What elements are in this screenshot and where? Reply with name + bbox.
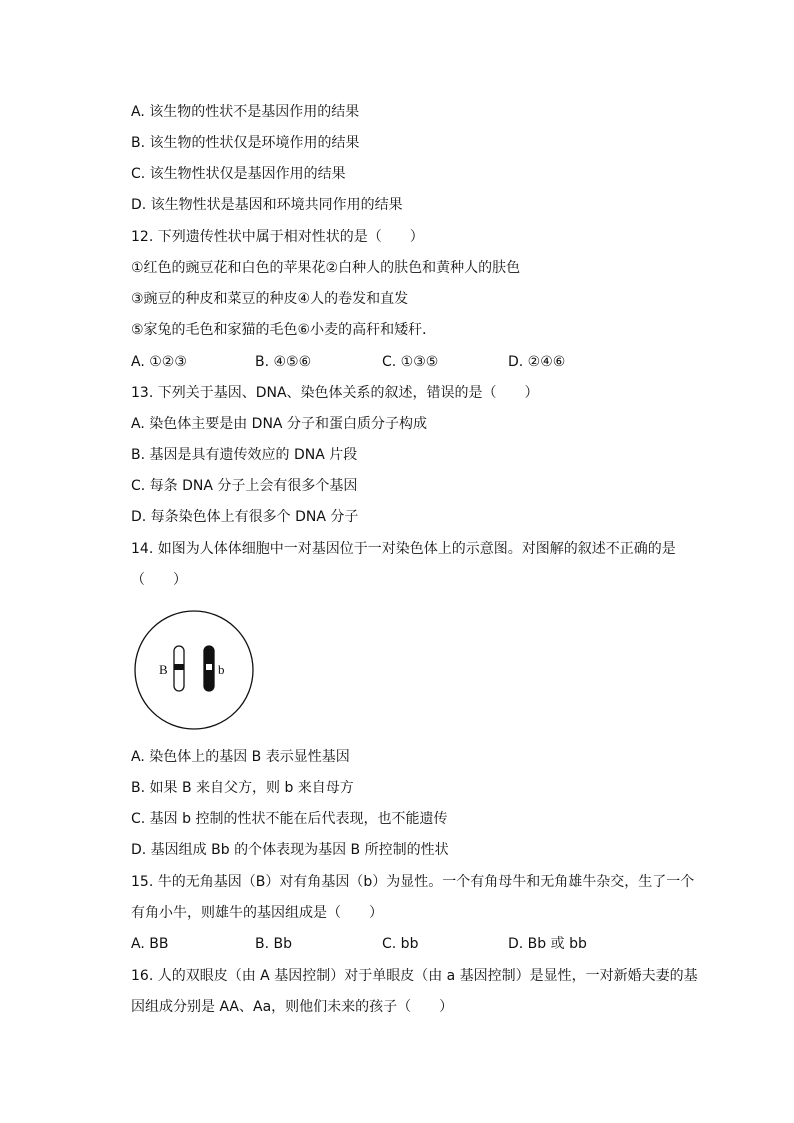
q15-choice-d: D. Bb 或 bb — [508, 936, 587, 952]
q14-option-a: A. 染色体上的基因 B 表示显性基因 — [131, 749, 350, 765]
q13-stem: 13. 下列关于基因、DNA、染色体关系的叙述，错误的是（ ） — [131, 385, 539, 401]
q14-option-d: D. 基因组成 Bb 的个体表现为基因 B 所控制的性状 — [131, 842, 449, 858]
gene-b-dominant-band — [174, 664, 184, 670]
q13-option-c: C. 每条 DNA 分子上会有很多个基因 — [131, 478, 358, 494]
q13-option-b: B. 基因是具有遗传效应的 DNA 片段 — [131, 447, 358, 463]
gene-b-recessive-band — [206, 664, 212, 670]
chromosome-figure — [130, 608, 260, 737]
q16-stem-line-2: 因组成分别是 AA、Aa，则他们未来的孩子（ ） — [131, 999, 454, 1015]
q11-option-c: C. 该生物性状仅是基因作用的结果 — [131, 166, 346, 182]
q12-choice-c: C. ①③⑤ — [382, 354, 439, 370]
q15-choice-b: B. Bb — [255, 936, 292, 952]
q14-stem-line-1: 14. 如图为人体体细胞中一对基因位于一对染色体上的示意图。对图解的叙述不正确的是 — [131, 541, 676, 557]
q15-choice-c: C. bb — [382, 936, 419, 952]
q15-stem-line-1: 15. 牛的无角基因（B）对有角基因（b）为显性。一个有角母牛和无角雄牛杂交，生了一个 — [131, 874, 695, 890]
q13-option-a: A. 染色体主要是由 DNA 分子和蛋白质分子构成 — [131, 416, 427, 432]
q13-option-d: D. 每条染色体上有很多个 DNA 分子 — [131, 509, 359, 525]
q14-option-c: C. 基因 b 控制的性状不能在后代表现，也不能遗传 — [131, 811, 448, 827]
gene-label-b-upper: B — [159, 662, 168, 677]
q15-choice-a: A. BB — [131, 936, 169, 952]
q12-stem: 12. 下列遗传性状中属于相对性状的是（ ） — [131, 229, 424, 245]
q12-choice-a: A. ①②③ — [131, 354, 187, 370]
gene-label-b-lower: b — [218, 662, 225, 677]
q12-item-2: ③豌豆的种皮和菜豆的种皮④人的卷发和直发 — [131, 291, 409, 307]
cell-diagram — [130, 608, 260, 733]
q16-stem-line-1: 16. 人的双眼皮（由 A 基因控制）对于单眼皮（由 a 基因控制）是显性，一对新婚夫妻的基 — [131, 968, 698, 984]
q12-choice-b: B. ④⑤⑥ — [255, 354, 312, 370]
cell-outline — [135, 611, 253, 729]
q15-stem-line-2: 有角小牛，则雄牛的基因组成是（ ） — [131, 905, 383, 921]
q14-option-b: B. 如果 B 来自父方，则 b 来自母方 — [131, 780, 354, 796]
q11-option-d: D. 该生物性状是基因和环境共同作用的结果 — [131, 197, 403, 213]
q12-choice-d: D. ②④⑥ — [508, 354, 566, 370]
q11-option-a: A. 该生物的性状不是基因作用的结果 — [131, 104, 360, 120]
q12-item-1: ①红色的豌豆花和白色的苹果花②白种人的肤色和黄种人的肤色 — [131, 260, 521, 276]
q11-option-b: B. 该生物的性状仅是环境作用的结果 — [131, 135, 360, 151]
q14-stem-line-2: （ ） — [131, 572, 187, 588]
q12-item-3: ⑤家兔的毛色和家猫的毛色⑥小麦的高秆和矮秆． — [131, 322, 437, 338]
